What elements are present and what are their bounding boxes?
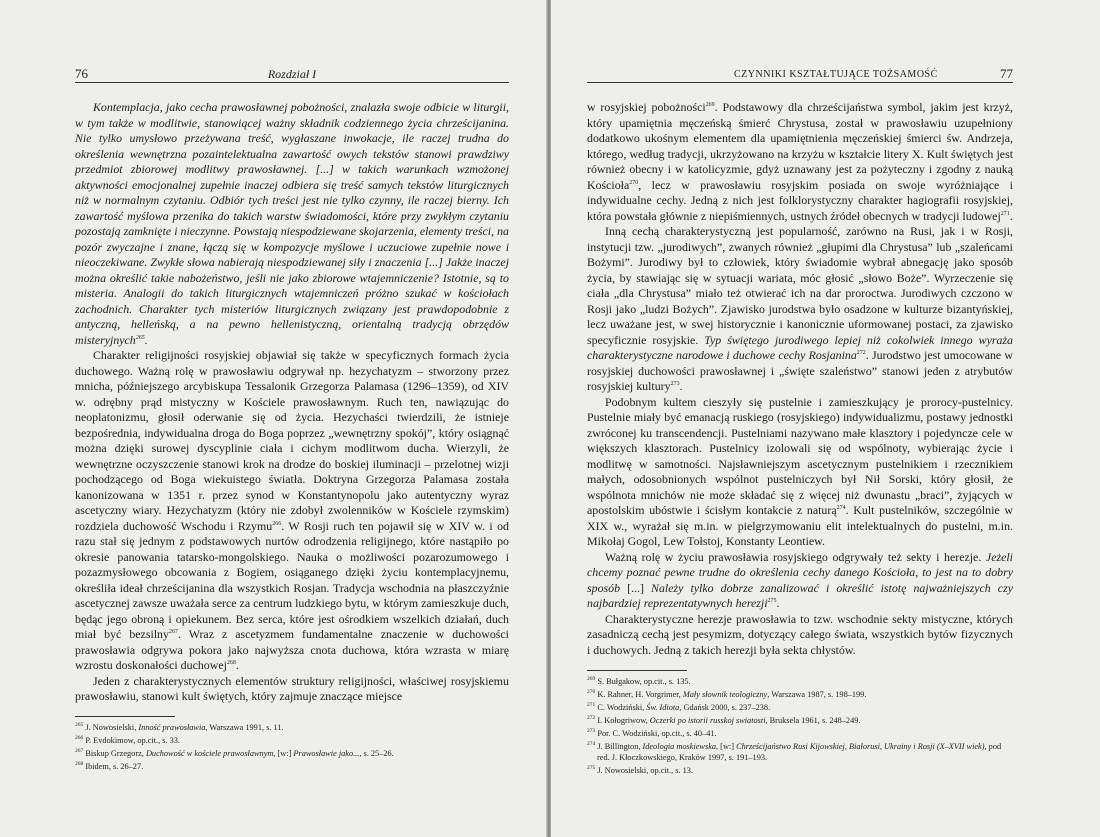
text-run: Por. C. Wodziński, op.cit., s. 40–41.	[597, 728, 717, 738]
footnote-ref[interactable]: 275	[767, 598, 777, 605]
footnote-ref[interactable]: 272	[856, 350, 866, 357]
italic-text: Jeżeli chcemy poznać pewne trudne do określenia cechy danego Kościoła, to jest na to dobry sposób	[587, 549, 1013, 595]
footnote-rule	[587, 670, 687, 671]
italic-text: Mały słownik teologiczny	[682, 689, 768, 699]
italic-text: Chrześcijaństwo Rusi Kijowskiej, Białorusi, Ukrainy i Rosji (X–XVII wiek)	[736, 741, 985, 751]
italic-text: Ideologia moskiewska	[642, 741, 717, 751]
paragraph	[587, 100, 1013, 224]
footnote-number: 271	[587, 701, 596, 708]
footnote-ref[interactable]: 269	[705, 102, 715, 109]
text-run: C. Wodziński,	[597, 702, 647, 712]
footnote	[587, 763, 1013, 776]
paragraph	[587, 224, 1013, 395]
footnote-number: 275	[587, 765, 596, 772]
text-run: J. Nowosielski,	[85, 722, 139, 732]
footnote-ref[interactable]: 266	[272, 520, 282, 527]
italic-text: Duchowość w kościele prawosławnym	[145, 748, 274, 758]
text-run: .	[679, 379, 683, 393]
text-run: , Bruksela 1961, s. 248–249.	[765, 715, 861, 725]
text-run: .	[1009, 208, 1013, 223]
italic-text: Prawosławie jako...	[293, 748, 360, 758]
left-footnotes	[75, 720, 509, 772]
text-run: [...]	[620, 580, 652, 595]
running-head: CZYNNIKI KSZTAŁTUJĄCE TOŻSAMOŚĆ	[734, 69, 938, 80]
page-number: 77	[1000, 66, 1013, 81]
paragraph	[587, 395, 1013, 550]
text-run: S. Bułgakow, op.cit., s. 135.	[597, 676, 691, 686]
text-run: , lecz w prawosławiu rosyjskim posiada on swoje wyróżniające i indywidualne cechy. Jedną z nich jest folklorystyczny charakter hagiografii rosyjskiej, która powstała głównie z niepiśmiennych, ustnych źródeł obecnych w tradycji ludowej	[587, 177, 1013, 223]
text-run: Kontemplacja, jako cecha prawosławnej pobożności, znalazła swoje odbicie w liturgii, w tym także w modlitwie, stanowiącej ważny składnik codziennego życia chrześcijanina. Nie tylko umysłowo przeżywana treść, wygłaszane inwokacje, ile raczej trudna do określenia wewnętrzna pozaintelektualna zawartość owych tekstów stanowi prawdziwy przedmiot zbiorowej modlitwy prawosławnej. [...] w takich warunkach wzmożonej aktywności emocjonalnej zupełnie inaczej odbiera się treść samych tekstów liturgicznych niż w normalnym czytaniu. Odbiór tych treści jest nie tylko czynny, ile raczej bierny. Ich zawartość myślowa przenika do takich warstw świadomości, które przy zwykłym czytaniu pozostają zamknięte i nieczynne. Powstają niespodziewane skojarzenia, elementy treści, na pozór zwyczajne i znane, łączą się w kompozycje myślowe i uczuciowe zupełnie nowe i nieoczekiwane. Zwykłe słowa nabierają niespodziewanej siły i znaczenia [...] Jakże inaczej można określić takie nabożeństwo, jeśli nie jako zbiorowe wtajemniczenie? Istotnie, są to misteria. Analogii do takich liturgicznych wtajemniczeń próżno szukać w kościołach zachodnich. Charakter tych misteriów liturgicznych związany jest prawdopodobnie z antyczną, helleńską, a na pewno hellenistyczną, orientalną tradycją obrzędów misteryjnych	[75, 100, 509, 347]
italic-text: Należy tylko dobrze zanalizować i określić istotę najważniejszych czy najbardziej reprezentatywnych herezji	[587, 580, 1013, 610]
italic-text: Typ świętego jurodiwego lepiej niż cokolwiek innego wyraża charakterystyczne narodowe i duchowe cechy Rosjanina	[587, 332, 1013, 362]
text-run: I. Kołogriwow,	[597, 715, 650, 725]
header-rule	[587, 82, 1013, 83]
block-quote	[75, 100, 509, 348]
footnote	[75, 746, 509, 759]
text-run: Ważną rolę w życiu prawosławia rosyjskiego odgrywały też sekty i herezje.	[605, 549, 986, 564]
text-run: .	[144, 332, 148, 347]
left-page	[0, 0, 548, 837]
text-run: , [w:]	[273, 748, 294, 758]
running-head: Rozdział I	[267, 67, 317, 81]
footnote-ref[interactable]: 267	[168, 629, 178, 636]
text-run: Jeden z charakterystycznych elementów struktury religijności, właściwej rosyjskiemu prawosławiu, stanowi kult świętych, który zajmuje znaczące miejsce	[75, 673, 509, 703]
footnote-rule	[75, 716, 175, 717]
italic-text: Oczerki po istorii russkoj swiatosti	[649, 715, 766, 725]
footnote	[75, 759, 509, 772]
text-run: J. Nowosielski, op.cit., s. 13.	[597, 765, 693, 775]
footnote	[587, 726, 1013, 739]
text-run: . Wraz z ascetyzmem fundamentalne znaczenie w duchowości prawosławia odgrywa pokora jako najwyższa cnota duchowa, która wzrasta w miarę wzrostu doskonałości duchowej	[75, 627, 509, 672]
footnote-number: 269	[587, 676, 596, 682]
paragraph	[587, 612, 1013, 659]
text-run: .	[235, 658, 239, 672]
footnote	[587, 700, 1013, 713]
footnote-ref[interactable]: 268	[226, 660, 236, 667]
footnote-number: 272	[587, 714, 596, 721]
text-run: , Warszawa 1991, s. 11.	[205, 722, 284, 732]
paragraph	[75, 674, 509, 705]
footnote-number: 265	[75, 722, 84, 728]
text-run: . Kult pustelników, szczególnie w XIX w., wyrażał się m.in. w pielgrzymowaniu elit intelektualnych do pustelni, m.in. Mikołaj Gogol, Lew Tołstoj, Konstanty Leontiew.	[587, 503, 1013, 548]
italic-text: Św. Idiota	[646, 702, 680, 712]
text-run: Biskup Grzegorz,	[85, 748, 146, 758]
text-run: , Gdańsk 2000, s. 237–238.	[679, 702, 771, 712]
text-run: . Jurodstwo jest umocowane w rosyjskiej duchowości prawosławnej i „święte szaleństwo” stanowi jeden z atrybutów rosyjskiej kultury	[587, 348, 1013, 393]
footnote-ref[interactable]: 270	[629, 179, 639, 186]
footnote-ref[interactable]: 273	[670, 381, 680, 388]
right-footnotes	[587, 674, 1013, 776]
right-running-header	[587, 66, 1013, 82]
text-run: J. Billington,	[597, 741, 643, 751]
footnote	[587, 674, 1013, 687]
text-run: Podobnym kultem cieszyły się pustelnie i zamieszkujący je prorocy-pustelnicy. Pustelnie miały być emanacją ruskiego (rosyjskiego) indywidualizmu, postawy jednostki zwróconej ku transcendencji. Pustelniami nazywano małe klasztory i pojedyncze cele w większych klasztorach. Pustelnicy izolowali się od wspólnoty, wybierając życie i modlitwę w samotności. Najsławniejszym ascetycznym pustelnikiem i rzecznikiem małych, odosobnionych wspólnot pustelniczych był Nił Sorski, który głosił, że wspólnota mnichów nie może składać się z więcej niż dwunastu „braci”, żyjących w apostolskim ubóstwie i ścisłym kontakcie z naturą	[587, 394, 1013, 517]
footnote-ref[interactable]: 271	[1000, 210, 1010, 217]
footnote-ref[interactable]: 274	[836, 505, 846, 512]
left-body-text	[75, 100, 509, 705]
paragraph	[75, 348, 509, 674]
footnote-number: 273	[587, 727, 596, 734]
page-number: 76	[75, 66, 88, 81]
footnote-number: 267	[75, 747, 84, 754]
footnote-number: 274	[587, 740, 596, 747]
footnote	[75, 733, 509, 746]
italic-text: Inność prawosławia	[138, 722, 206, 732]
header-rule	[75, 82, 509, 83]
footnote-number: 266	[75, 734, 84, 741]
text-run: Inną cechą charakterystyczną jest popularność, zarówno na Rusi, jak i w Rosji, instytucji tzw. „jurodiwych”, zwanych również „głupimi dla Chrystusa” lub „szaleńcami Bożymi”. Jurodiwy był to człowiek, który świadomie wybrał abnegację jako sposób życia, by stawiając się w sytuacji wariata, móc głosić „słowo Boże”. Wyrzeczenie się ciała „dla Chrystusa” miało też otwierać ich na dar proroctwa. Jurodiwych czczono w Rosji jako „ludzi Bożych”. Zjawisko jurodstwa było osadzone w kulturze bizantyńskiej, lecz uważane jest, w swej historycznie i kanonicznie uformowanej postaci, za zjawisko specyficznie rosyjskie.	[587, 224, 1013, 347]
right-body-text	[587, 100, 1013, 658]
text-run: .	[776, 596, 780, 610]
text-run: K. Rahner, H. Vorgrimer,	[597, 689, 683, 699]
footnote	[587, 713, 1013, 726]
text-run: Charakter religijności rosyjskiej objawiał się także w specyficznych formach życia duchowego. Ważną rolę w prawosławiu odgrywał np. hezychatyzm – stworzony przez mnicha, późniejszego arcybiskupa Tessalonik Grzegorza Palamasa (1296–1359), od XIV w. odrębny prąd mistyczny w Kościele prawosławnym. Ruch ten, nawiązując do neoplatonizmu, głosił oderwanie się od życia. Hezychaści twierdzili, że istnieje bezpośrednia, indywidualna droga do Boga poprzez „wewnętrzny spokój”, który osiągnąć można dzięki surowej dyscyplinie ciała i cichym modlitwom ducha. Wierzyli, że wewnętrzne oczyszczenie stanowi krok na drodze do boskiej iluminacji – przelotnej wizji pochodzącego od Boga wiekuistego światła. Doktryna Grzegorza Palamasa została kanonizowana w 1351 r. przez synod w Konstantynopolu jako autentyczny wyraz ascetyczny wiary. Hezychatyzm (który nie zdobył zwolenników w Kościele rzymskim) rozdziela duchowość Wschodu i Rzymu	[75, 348, 509, 533]
footnote	[587, 687, 1013, 700]
text-run: , pod red. J. Kłoczkowskiego, Kraków 1997, s. 191–193.	[597, 741, 1002, 762]
footnote	[75, 720, 509, 733]
footnote	[587, 739, 1013, 763]
text-run: Ibidem, s. 26–27.	[85, 761, 144, 771]
footnote-number: 270	[587, 688, 596, 695]
text-run: . Podstawowy dla chrześcijaństwa symbol, jakim jest krzyż, który upamiętnia męczeńską śmierć Chrystusa, został w prawosławiu uzupełniony dodatkowo ukośnym elementem dla upamiętnienia męczeńskiej śmierci św. Andrzeja, którego, według tradycji, ukrzyżowano na krzyżu w kształcie litery X. Kult świętych jest również obecny i w katolicyzmie, gdyż uznawany jest za pożyteczny i zgodny z nauką Kościoła	[587, 100, 1013, 192]
footnote-number: 268	[75, 760, 84, 767]
text-run: w rosyjskiej pobożności	[587, 100, 706, 114]
text-run: . W Rosji ruch ten pojawił się w XIV w. i od razu stał się jednym z podstawowych nurtów odrodzenia religijnego, które nastąpiło po okresie panowania tatarsko-mongolskiego. Nauka o możliwości pozarozumowego i pozazmysłowego obcowania z Bogiem, osiąganego dzięki życiu kontemplacyjnemu, określiła ideał chrześcijanina dla wszystkich Rosjan. Tradycja wschodnia na płaszczyźnie ascetycznej zawsze uważała serce za centrum ludzkiego bytu, w którym zamieszkuje duch, będąc jego obroną i opiekunem. Bez serca, które jest ośrodkiem wszelkich działań, duch miał być bezsilny	[75, 518, 509, 641]
text-run: , s. 25–26.	[359, 748, 394, 758]
paragraph	[587, 550, 1013, 612]
text-run: P. Evdokimow, op.cit., s. 33.	[85, 735, 180, 745]
right-page	[551, 0, 1100, 837]
text-run: , Warszawa 1987, s. 198–199.	[767, 689, 867, 699]
footnote-ref[interactable]: 265	[135, 334, 145, 341]
text-run: , [w:]	[716, 741, 737, 751]
text-run: Charakterystyczne herezje prawosławia to tzw. wschodnie sekty mistyczne, których zasadniczą cechą jest pesymizm, dotyczący całego świata, wszystkich bytów fizycznych i duchowych. Jedną z takich herezji była sekta chłystów.	[587, 611, 1013, 657]
left-running-header	[75, 66, 509, 82]
